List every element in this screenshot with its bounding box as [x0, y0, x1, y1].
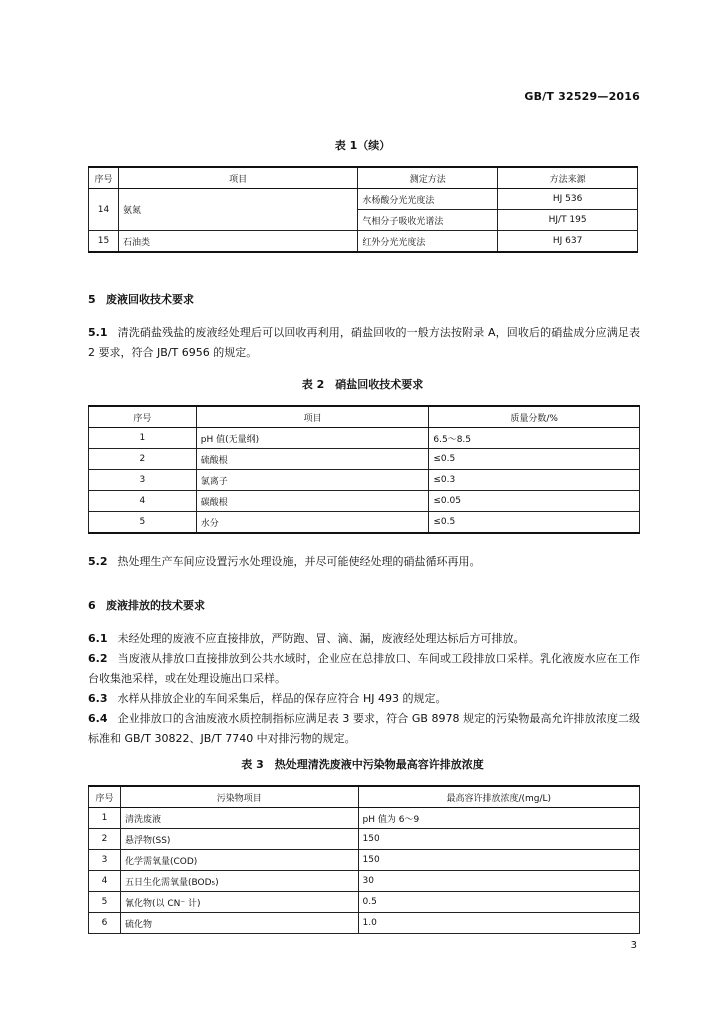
paragraph-number: 6.4 — [88, 712, 108, 725]
section5-number: 5 — [88, 293, 96, 306]
section6-number: 6 — [88, 599, 96, 612]
paragraph-text: 清洗硝盐残盐的废液经处理后可以回收再利用，硝盐回收的一般方法按附录 A，回收后的硝盐成分应满足表 2 要求，符合 JB/T 6956 的规定。 — [88, 326, 640, 359]
page-number: 3 — [630, 940, 637, 951]
table1-cell-source: HJ/T 195 — [498, 210, 638, 231]
table3-cell-value: 0.5 — [358, 892, 639, 913]
table2-cell-item: 硫酸根 — [196, 449, 429, 470]
table2-cell-no: 3 — [89, 470, 197, 491]
section6-heading — [88, 597, 205, 613]
table2-cell-item: 氯离子 — [196, 470, 429, 491]
table3-cell-item: 硫化物 — [120, 913, 358, 934]
table-row — [89, 512, 640, 534]
section5-heading — [88, 291, 194, 307]
table2-cell-no: 4 — [89, 491, 197, 512]
table-row — [89, 428, 640, 449]
table3-cell-no: 4 — [89, 871, 121, 892]
table3-header-item: 污染物项目 — [120, 786, 358, 808]
paragraph-text: 企业排放口的含油废液水质控制指标应满足表 3 要求，符合 GB 8978 规定的污染物最高允许排放浓度二级标准和 GB/T 30822、JB/T 7740 中对排污物的规定。 — [88, 712, 640, 745]
table3-header-no: 序号 — [89, 786, 121, 808]
paragraph-6-3 — [88, 689, 640, 709]
table1-header-source: 方法来源 — [498, 167, 638, 189]
table2-header-no: 序号 — [89, 406, 197, 428]
paragraph-5-2 — [88, 552, 640, 572]
table2-cell-no: 1 — [89, 428, 197, 449]
table3-cell-no: 2 — [89, 829, 121, 850]
paragraph-text: 未经处理的废液不应直接排放，严防跑、冒、滴、漏，废液经处理达标后方可排放。 — [117, 632, 525, 645]
table-row — [89, 449, 640, 470]
table-row — [89, 491, 640, 512]
standard-code: GB/T 32529—2016 — [524, 90, 640, 103]
table3-cell-value: 1.0 — [358, 913, 639, 934]
table1-cell-method: 水杨酸分光光度法 — [358, 189, 498, 210]
paragraph-5-1 — [88, 323, 640, 363]
table2 — [88, 405, 640, 534]
table-row — [89, 189, 638, 210]
table2-header-value: 质量分数/% — [429, 406, 640, 428]
paragraph-6-2 — [88, 649, 640, 689]
table3-cell-item: 氰化物(以 CN⁻ 计) — [120, 892, 358, 913]
table1-cell-item: 氨氮 — [118, 189, 357, 231]
table3-cell-value: 30 — [358, 871, 639, 892]
table3-cell-value: 150 — [358, 850, 639, 871]
table2-cell-value: ≤0.05 — [429, 491, 640, 512]
table-row — [89, 829, 640, 850]
table2-cell-value: 6.5～8.5 — [429, 428, 640, 449]
table1-header-method: 测定方法 — [358, 167, 498, 189]
table2-caption: 表 2 硝盐回收技术要求 — [301, 378, 424, 391]
table3-header-row — [89, 786, 640, 808]
paragraph-text: 水样从排放企业的车间采集后，样品的保存应符合 HJ 493 的规定。 — [117, 692, 447, 705]
paragraph-text: 热处理生产车间应设置污水处理设施，并尽可能使经处理的硝盐循环再用。 — [117, 555, 481, 568]
table2-cell-value: ≤0.5 — [429, 449, 640, 470]
table3-cell-value: pH 值为 6～9 — [358, 808, 639, 829]
table3-caption: 表 3 热处理清洗废液中污染物最高容许排放浓度 — [241, 758, 484, 771]
table2-cell-value: ≤0.3 — [429, 470, 640, 491]
table1-cell-source: HJ 637 — [498, 231, 638, 253]
table1-caption: 表 1（续） — [334, 139, 391, 152]
paragraph-number: 5.1 — [88, 326, 108, 339]
table3-cell-value: 150 — [358, 829, 639, 850]
table1-cell-source: HJ 536 — [498, 189, 638, 210]
table2-header-item: 项目 — [196, 406, 429, 428]
table2-cell-no: 2 — [89, 449, 197, 470]
table1-cell-item: 石油类 — [118, 231, 357, 253]
table1-cell-method: 气相分子吸收光谱法 — [358, 210, 498, 231]
paragraph-number: 6.2 — [88, 652, 108, 665]
table-row — [89, 892, 640, 913]
table-row — [89, 913, 640, 934]
table3-cell-no: 3 — [89, 850, 121, 871]
table1-cell-no: 14 — [89, 189, 119, 231]
table3 — [88, 785, 640, 934]
paragraph-number: 5.2 — [88, 555, 108, 568]
table2-cell-no: 5 — [89, 512, 197, 534]
table-row — [89, 871, 640, 892]
table-row — [89, 808, 640, 829]
table1 — [88, 166, 638, 253]
table2-cell-item: 碳酸根 — [196, 491, 429, 512]
table2-header-row — [89, 406, 640, 428]
section6-title: 废液排放的技术要求 — [106, 599, 205, 612]
table-row — [89, 850, 640, 871]
paragraph-6-4 — [88, 709, 640, 749]
table2-cell-item: 水分 — [196, 512, 429, 534]
table3-cell-no: 6 — [89, 913, 121, 934]
table2-cell-item: pH 值(无量纲) — [196, 428, 429, 449]
section5-title: 废液回收技术要求 — [106, 293, 194, 306]
table1-header-row — [89, 167, 638, 189]
table1-header-no: 序号 — [89, 167, 119, 189]
paragraph-text: 当废液从排放口直接排放到公共水域时，企业应在总排放口、车间或工段排放口采样。乳化液废水应在工作台收集池采样，或在处理设施出口采样。 — [88, 652, 640, 685]
table2-cell-value: ≤0.5 — [429, 512, 640, 534]
table-row — [89, 470, 640, 491]
table1-cell-method: 红外分光光度法 — [358, 231, 498, 253]
paragraph-6-1 — [88, 629, 640, 649]
table1-header-item: 项目 — [118, 167, 357, 189]
paragraph-number: 6.1 — [88, 632, 108, 645]
table-row — [89, 231, 638, 253]
table3-cell-item: 悬浮物(SS) — [120, 829, 358, 850]
table3-cell-item: 化学需氧量(COD) — [120, 850, 358, 871]
table1-cell-no: 15 — [89, 231, 119, 253]
paragraph-number: 6.3 — [88, 692, 108, 705]
table3-cell-item: 清洗废液 — [120, 808, 358, 829]
table3-cell-no: 5 — [89, 892, 121, 913]
table3-header-value: 最高容许排放浓度/(mg/L) — [358, 786, 639, 808]
table3-cell-item: 五日生化需氧量(BOD₅) — [120, 871, 358, 892]
table3-cell-no: 1 — [89, 808, 121, 829]
